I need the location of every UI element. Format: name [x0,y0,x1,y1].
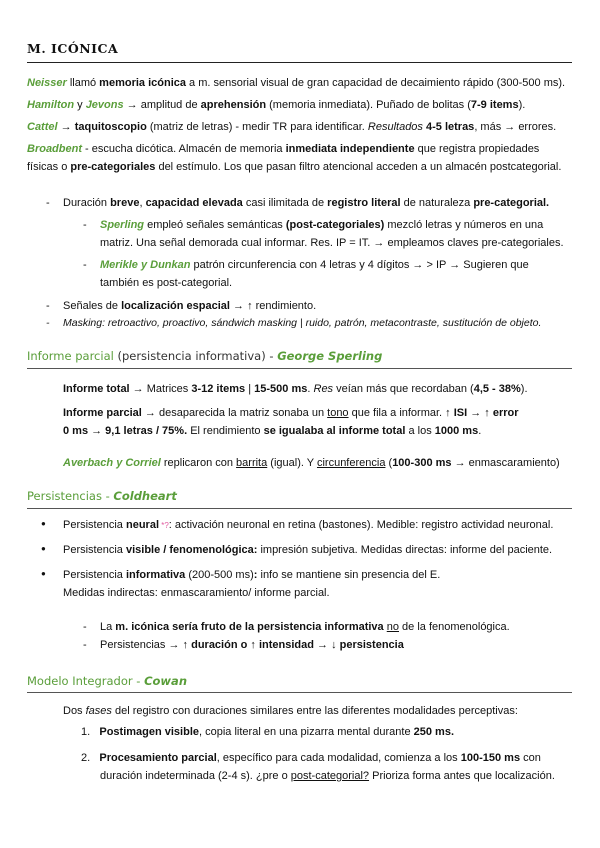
section-heading-modelo-integrador: Modelo Integrador - Cowan [27,674,188,688]
list-item-senales: - Señales de localización espacial → ↑ rendimiento. [63,298,573,315]
bullet-visible: ● Persistencia visible / fenomenológica: impresión subjetiva. Medidas directas: informe del paciente. [63,542,578,559]
fases-intro-line: Dos fases del registro con duraciones similares entre las diferentes modalidades perceptivas: [63,705,518,717]
averbach-line: Averbach y Corriel replicaron con barrita (igual). Y circunferencia (100-300 ms → enmascaramiento) [63,457,560,469]
sublist-item-persistencias: - Persistencias → ↑ duración o ↑ intensidad → ↓ persistencia [100,637,575,654]
intro-line-neisser: Neisser llamó memoria icónica a m. sensorial visual de gran capacidad de decaimiento rápido (300-500 ms). [27,77,566,89]
bullet-informativa-2: Medidas indirectas: enmascaramiento/ informe parcial. [63,587,330,599]
sublist-item-fruto: - La m. icónica sería fruto de la persistencia informativa no de la fenomenológica. [100,619,575,636]
section-heading-informe-parcial: Informe parcial (persistencia informativa) - George Sperling [27,349,383,363]
informe-parcial-line-2: 0 ms → 9,1 letras / 75%. El rendimiento se igualaba al informe total a los 1000 ms. [63,425,482,437]
informe-parcial-line: Informe parcial → desaparecida la matriz sonaba un tono que fila a informar. ↑ ISI → ↑ error [63,407,519,419]
sublist-item-sperling-2: matriz. Una señal demorada cual informar. Res. IP = IT. → empleamos claves pre-categoriales. [100,237,564,249]
section-divider [27,508,572,509]
informe-total-line: Informe total → Matrices 3-12 items | 15-500 ms. Res veían más que recordaban (4,5 - 38%). [63,383,528,395]
bullet-informativa: ● Persistencia informativa (200-500 ms): info se mantiene sin presencia del E. [63,567,578,584]
title-divider [27,62,572,63]
section-divider [27,692,572,693]
sublist-item-merikle: - Merikle y Dunkan patrón circunferencia con 4 letras y 4 dígitos → > IP → Sugieren que [100,257,575,274]
intro-line-hamilton: Hamilton y Jevons → amplitud de aprehensión (memoria inmediata). Puñado de bolitas (7-9 items). [27,99,526,111]
page-title: M. ICÓNICA [27,41,119,56]
section-heading-persistencias: Persistencias - Coldheart [27,489,177,503]
numbered-item-2: 2. Procesamiento parcial, específico para cada modalidad, comienza a los 100-150 ms con [81,752,541,764]
bullet-neural: ● Persistencia neural *?: activación neuronal en retina (bastones). Medible: registro actividad neuronal. [63,517,578,534]
intro-line-broadbent: Broadbent - escucha dicótica. Almacén de memoria inmediata independiente que registra propiedades [27,143,540,155]
list-item-duracion: - Duración breve, capacidad elevada casi ilimitada de registro literal de naturaleza pre-categorial. [63,195,573,212]
list-item-masking: - Masking: retroactivo, proactivo, sándwich masking | ruido, patrón, metacontraste, sustitución de objeto. [63,316,578,332]
intro-line-broadbent-2: físicas o pre-categoriales del estímulo. Los que pasan filtro atencional acceden a un almacén postcategorial. [27,161,562,173]
sublist-item-sperling: - Sperling empleó señales semánticas (post-categoriales) mezcló letras y números en una [100,217,575,234]
section-divider [27,368,572,369]
intro-line-cattel: Cattel → taquitoscopio (matriz de letras) - medir TR para identificar. Resultados 4-5 letras, más → errores. [27,121,557,133]
sublist-item-merikle-2: también es post-categorial. [100,277,233,289]
numbered-item-1: 1. Postimagen visible, copia literal en una pizarra mental durante 250 ms. [81,726,455,738]
numbered-item-2-line-2: duración indeterminada (2-4 s). ¿pre o post-categorial? Prioriza forma antes que localización. [100,770,555,782]
